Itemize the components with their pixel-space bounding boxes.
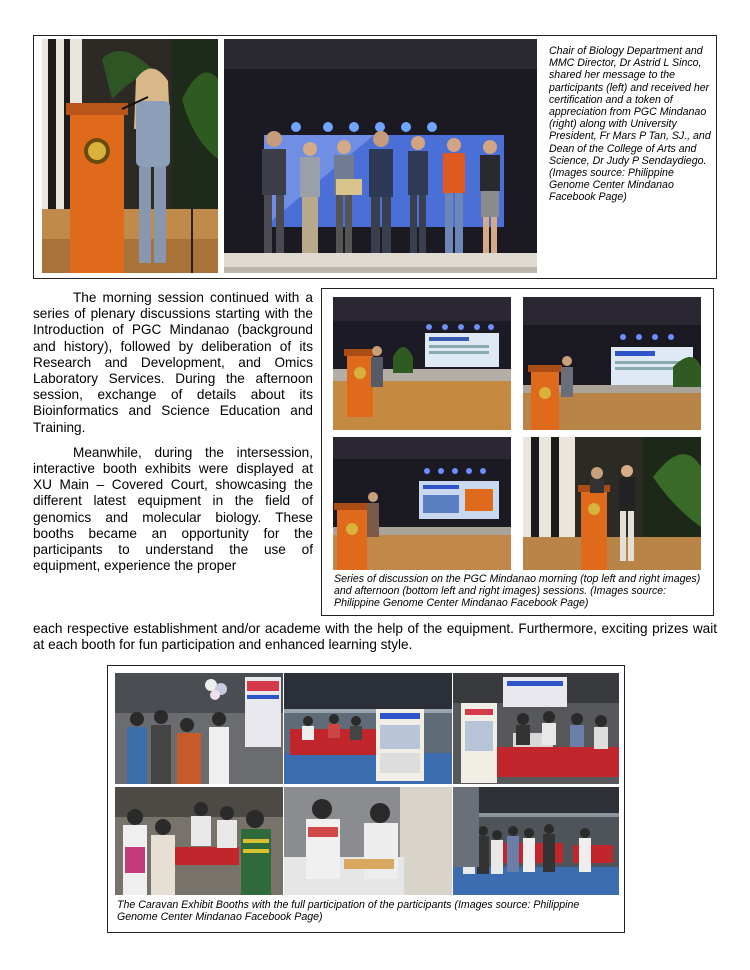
middle-figure-frame [321, 288, 714, 616]
morning-session-photo-2 [523, 297, 701, 430]
booth-photo-2 [284, 673, 452, 784]
booth-photo-4 [115, 787, 283, 895]
middle-figure-caption: Series of discussion on the PGC Mindanao morning (top left and right images) and afternoon (bottom left and right images) sessions. (Images source: Philippine Genome Center Mindanao Facebook Page) [334, 573, 701, 610]
paragraph-continuation: each respective establishment and/or academe with the help of the equipment. Furthermore, exciting prizes wait at each booth for fun participation and enhanced learning style. [33, 621, 717, 653]
morning-session-photo-1 [333, 297, 511, 430]
afternoon-session-photo-1 [333, 437, 511, 570]
booth-photo-1 [115, 673, 283, 784]
paragraph-morning-session: The morning session continued with a series of plenary discussions starting with the Introduction of PGC Mindanao (background and history), followed by deliberation of its Research and Development, and Omics Laboratory Services. During the afternoon session, exchange of details about its Bioinformatics and Science Education and Training. [33, 290, 313, 435]
booth-photo-5 [284, 787, 452, 895]
top-figure-frame [33, 35, 717, 279]
afternoon-session-photo-2 [523, 437, 701, 570]
paragraph-intersession: Meanwhile, during the intersession, interactive booth exhibits were displayed at XU Main – Covered Court, showcasing the different latest equipment in the field of genomics and molecular biology. These booths became an opportunity for the participants to understand the use of equipment, experience the proper [33, 444, 313, 574]
body-text-column [33, 290, 313, 583]
group-on-stage-photo [224, 39, 537, 273]
bottom-figure-caption: The Caravan Exhibit Booths with the full participation of the participants (Images source: Philippine Genome Center Mindanao Facebook Page) [117, 899, 580, 924]
booth-photo-3 [453, 673, 619, 784]
bottom-figure-frame [107, 665, 625, 933]
top-figure-caption: Chair of Biology Department and MMC Director, Dr Astrid L Sinco, shared her message to the participants (left) and received her certification and a token of appreciation from PGC Mindanao (right) along with University President, Fr Mars P Tan, SJ., and Dean of the College of Arts and Science, Dr Judy P Sendaydiego. (Images source: Philippine Genome Center Mindanao Facebook Page) [549, 45, 711, 204]
speaker-at-podium-photo [42, 39, 218, 273]
booth-photo-6 [453, 787, 619, 895]
